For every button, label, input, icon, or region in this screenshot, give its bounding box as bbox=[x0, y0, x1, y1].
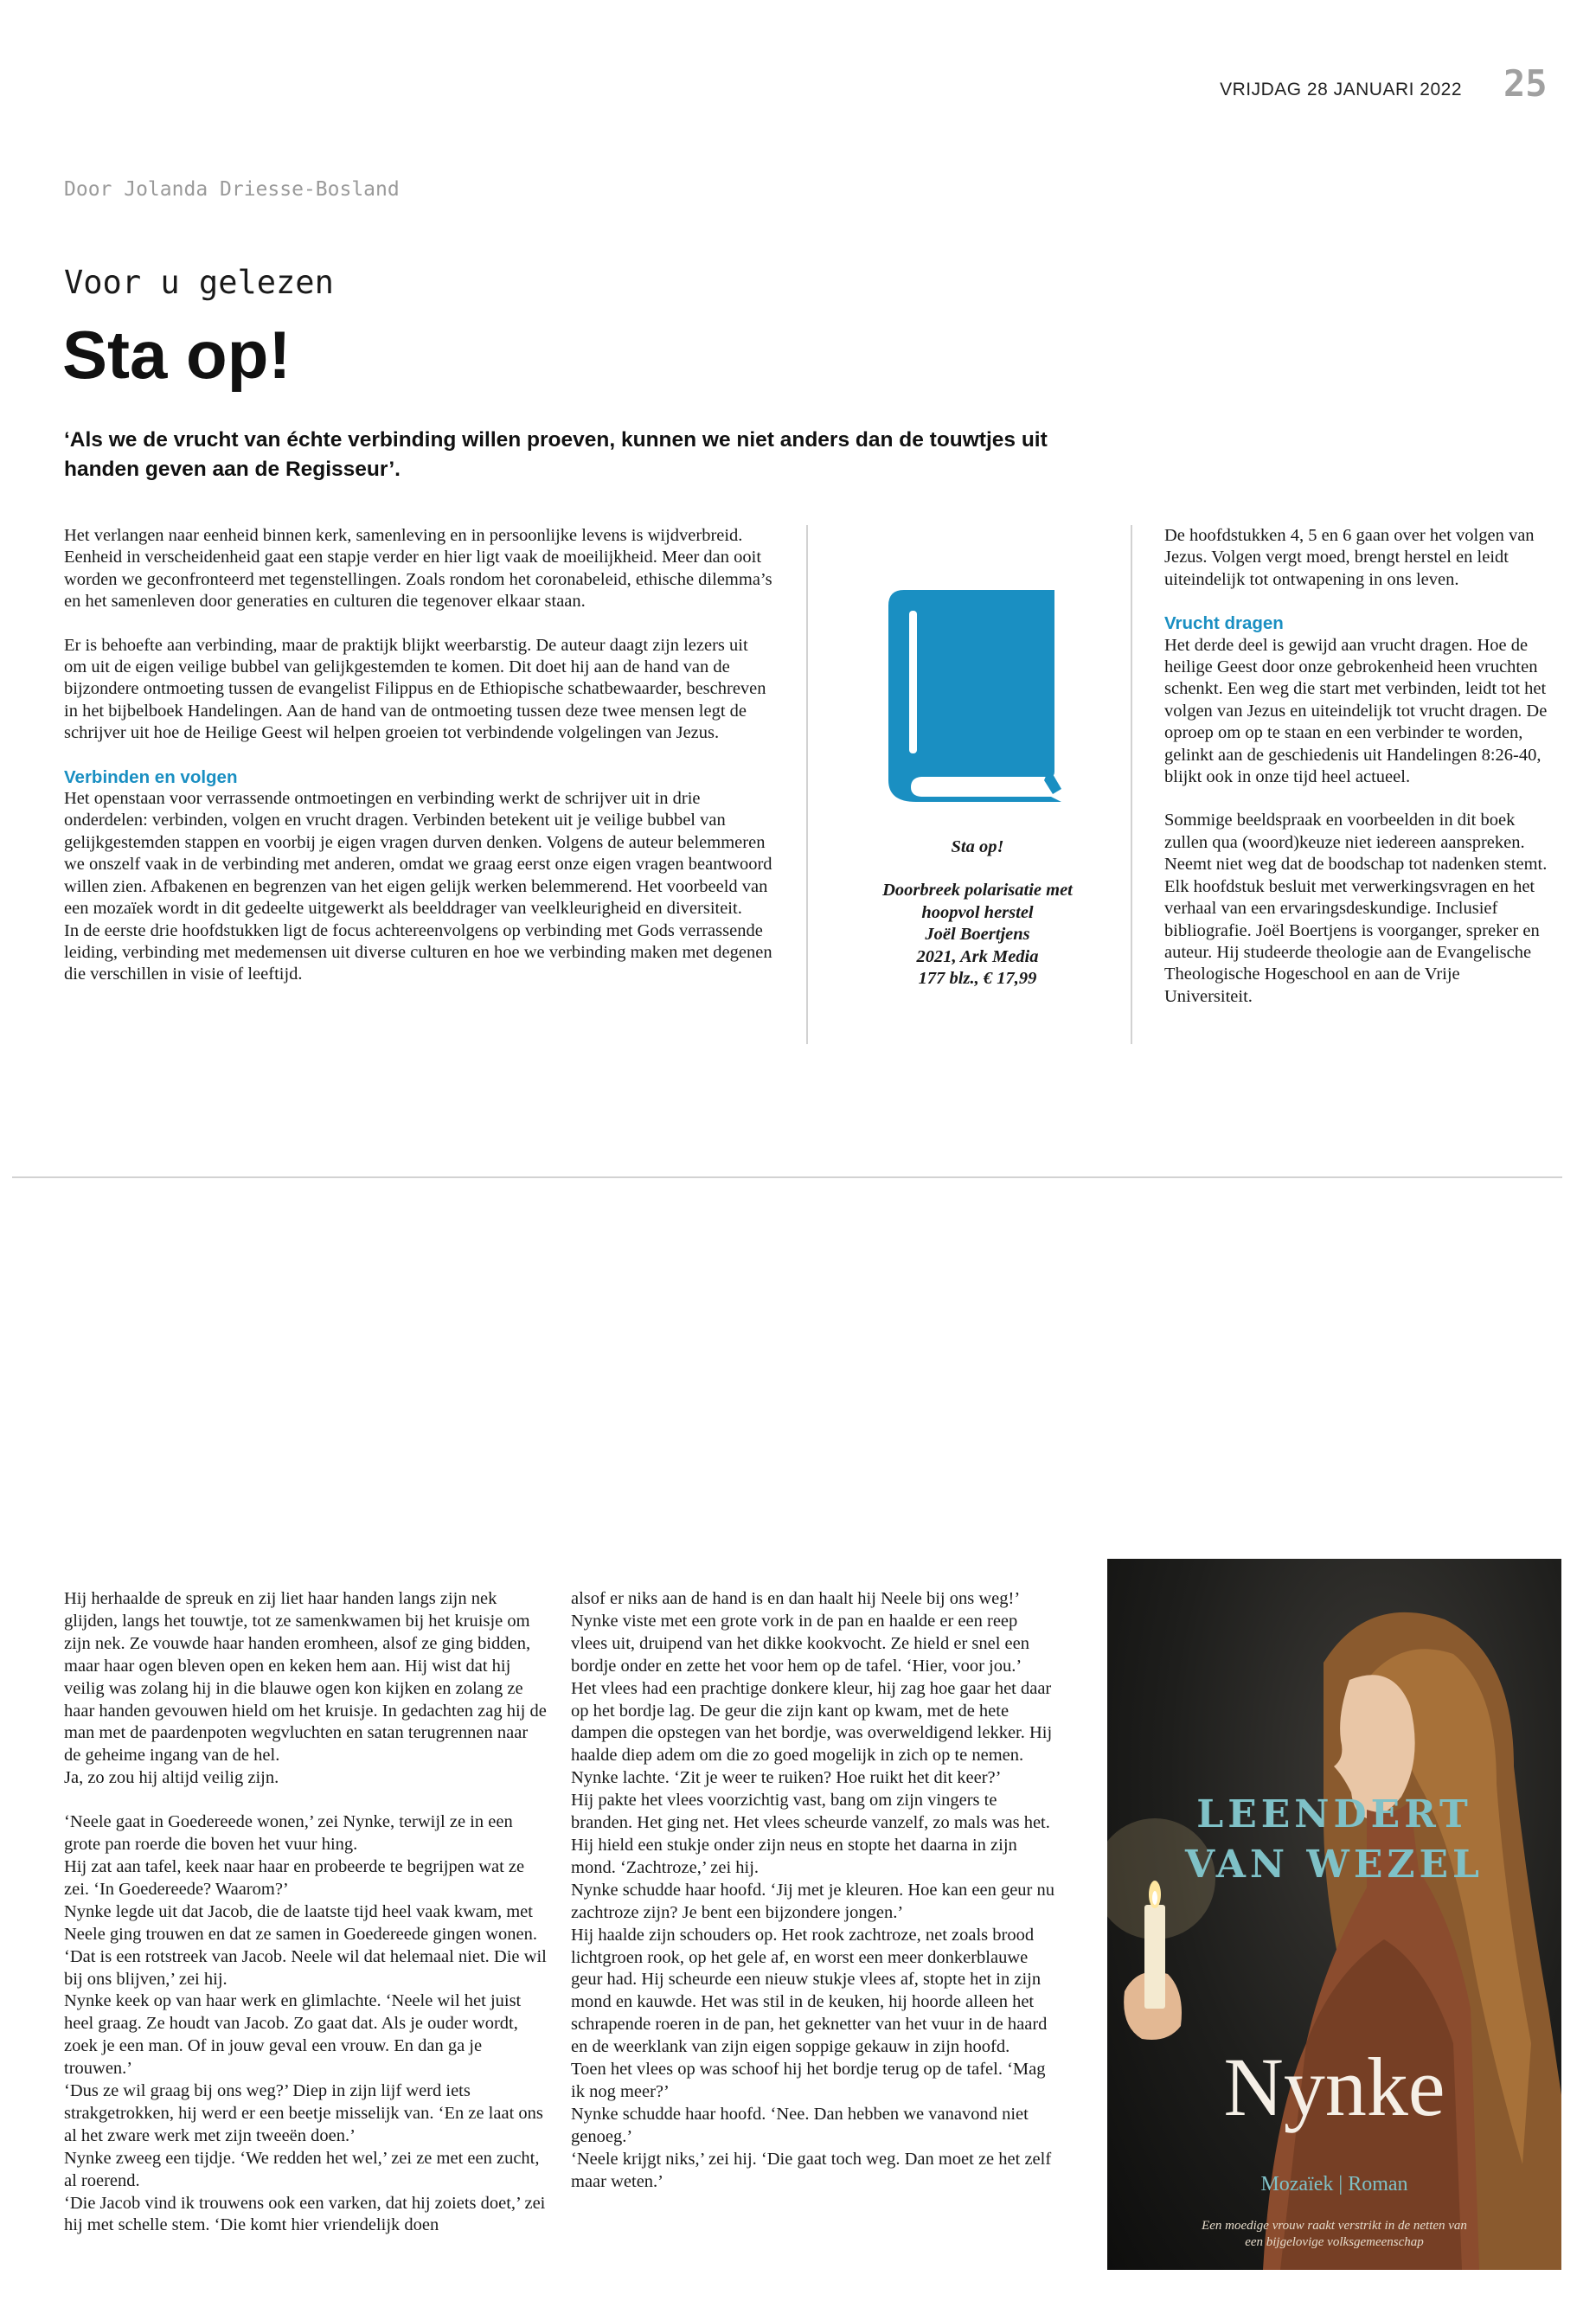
subheading-verbinden-en-volgen: Verbinden en volgen bbox=[64, 766, 238, 787]
cover-illustration bbox=[1107, 1559, 1561, 2270]
cover-genre: Mozaïek | Roman bbox=[1260, 2173, 1408, 2195]
paragraph: Nynke legde uit dat Jacob, die de laatste tijd heel vaak kwam, met Neele ging trouwen en dat ze samen in Goedereede gingen wonen. bbox=[64, 1901, 538, 1944]
paragraph: Het openstaan voor verrassende ontmoetingen en verbinding werkt de schrijver uit in drie onderdelen: verbinden, volgen en vrucht dragen. Verbinden betekent uit je veilige bubbel van gelijkgestemden stappen en voorbij je eigen vragen durven denken. Volgens de auteur belemmeren we onszelf vaak in de verbinding met anderen, omdat we graag eerst onze eigen vragen beantwoord willen zien. Afbakenen en begrenzen van het eigen gelijk werken belemmerend. Het voorbeeld van een mozaïek wordt in dit gedeelte uitgewerkt als beelddrager van veelkleurigheid en diversiteit. bbox=[64, 789, 772, 919]
cover-author-line: VAN WEZEL bbox=[1185, 1843, 1484, 1887]
paragraph: Sommige beeldspraak en voorbeelden in dit boek zullen qua (woord)keuze niet iedereen aanspreken. Neemt niet weg dat de boodschap tot nadenken stemt. bbox=[1164, 811, 1548, 875]
book-price: 177 blz., € 17,99 bbox=[918, 969, 1037, 989]
novel-excerpt-column-1 bbox=[64, 1588, 548, 2237]
paragraph: De hoofdstukken 4, 5 en 6 gaan over het volgen van Jezus. Volgen vergt moed, brengt herstel en leidt uiteindelijk tot ontwapening in ons leven. bbox=[1164, 526, 1535, 589]
review-column-3 bbox=[1164, 525, 1549, 1008]
cover-tagline-line: Een moedige vrouw raakt verstrikt in de netten van bbox=[1202, 2219, 1467, 2233]
paragraph: ‘Die Jacob vind ik trouwens ook een varken, dat hij zoiets doet,’ zei hij met schelle stem. ‘Die komt hier vriendelijk doen bbox=[64, 2193, 546, 2235]
novel-excerpt-column-2 bbox=[571, 1588, 1055, 2193]
paragraph: Hij haalde zijn schouders op. Het rook zachtroze, net zoals brood lichtgroen rook, op het gele af, en worst een meer donkerblauwe geur had. Hij scheurde een nieuw stukje vlees af, stopte het in zijn mond en kauwde. Het was stil in de keuken, hij hoorde alleen het schrapende roeren in de pan, het geknetter van het vuur in de haard en de weerklank van zijn eigen soppige gekauw in zijn hoofd. bbox=[571, 1925, 1048, 2057]
cover-tagline bbox=[1151, 2218, 1518, 2251]
paragraph: ‘Dat is een rotstreek van Jacob. Neele wil dat helemaal niet. Die wil bij ons blijven,’ zei hij. bbox=[64, 1946, 547, 1989]
lead-paragraph: ‘Als we de vrucht van échte verbinding willen proeven, kunnen we niet anders dan de touwtjes uit handen geven aan de Regisseur’. bbox=[64, 428, 1048, 481]
book-icon bbox=[888, 590, 1061, 802]
paragraph: alsof er niks aan de hand is en dan haalt hij Neele bij ons weg!’ bbox=[571, 1589, 1021, 1608]
paragraph: Nynke viste met een grote vork in de pan en haalde er een reep vlees uit, druipend van het dikke kookvocht. Ze hield er snel een bordje onder en zette het voor hem op de tafel. ‘Hier, voor jou.’ bbox=[571, 1611, 1029, 1676]
cover-title: Nynke bbox=[1223, 2041, 1445, 2133]
section-kicker: Voor u gelezen bbox=[64, 264, 334, 301]
paragraph: Hij pakte het vlees voorzichtig vast, bang om zijn vingers te branden. Het ging net. Het vlees scheurde vanzelf, zo mals was het. Hij hield een stukje onder zijn neus en stopte het daarna in zijn mond. ‘Zachtroze,’ zei hij. bbox=[571, 1791, 1050, 1877]
book-title: Sta op! bbox=[951, 837, 1004, 856]
paragraph: ‘Dus ze wil graag bij ons weg?’ Diep in zijn lijf werd iets strakgetrokken, hij werd er een beetje misselijk van. ‘En ze laat ons al het zware werk met zijn tweeën doen.’ bbox=[64, 2081, 543, 2145]
column-divider bbox=[806, 525, 808, 1044]
paragraph: Het verlangen naar eenheid binnen kerk, samenleving en in persoonlijke levens is wijdverbreid. Eenheid in verscheidenheid gaat een stapje verder en hier ligt vaak de moeilijkheid. Meer dan ooit worden we geconfronteerd met tegenstellingen. Zoals rondom het coronabeleid, ethische dilemma’s en het samenleven door generaties en culturen die tegenover elkaar staan. bbox=[64, 526, 772, 612]
headline: Sta op! bbox=[62, 317, 292, 393]
cover-author-line: LEENDERT bbox=[1196, 1792, 1472, 1836]
paragraph: In de eerste drie hoofdstukken ligt de focus achtereenvolgens op verbinding met Gods verrassende leiding, verbinding met medemensen uit diverse culturen en hoe we verbinding maken met degenen die verschillen in visie of leeftijd. bbox=[64, 920, 772, 984]
paragraph: Nynke schudde haar hoofd. ‘Jij met je kleuren. Hoe kan een geur nu zachtroze zijn? Je bent een bijzondere jongen.’ bbox=[571, 1880, 1055, 1922]
paragraph: Hij zat aan tafel, keek naar haar en probeerde te begrijpen wat ze zei. ‘In Goedereede? Waarom?’ bbox=[64, 1856, 525, 1899]
section-divider bbox=[12, 1176, 1562, 1178]
issue-date: VRIJDAG 28 JANUARI 2022 bbox=[1220, 80, 1462, 99]
paragraph: Nynke zweeg een tijdje. ‘We redden het wel,’ zei ze met een zucht, al roerend. bbox=[64, 2148, 540, 2190]
paragraph: Het vlees had een prachtige donkere kleur, hij zag hoe gaar het daar op het bordje lag. De geur die zijn kant op kwam, met de hete dampen die opstegen van het bordje, was overweldigend lekker. Hij haalde diep adem om die zo goed mogelijk in zich op te nemen. bbox=[571, 1678, 1053, 1766]
paragraph: Ja, zo zou hij altijd veilig zijn. bbox=[64, 1768, 279, 1788]
paragraph: Elk hoofdstuk besluit met verwerkingsvragen en het verhaal van een ervaringsdeskundige. Inclusief bibliografie. Joël Boertjens is voorganger, spreker en auteur. Hij studeerde theologie aan de Evangelische Theologische Hogeschool en aan de Vrije Universiteit. bbox=[1164, 876, 1540, 1006]
paragraph: Nynke schudde haar hoofd. ‘Nee. Dan hebben we vanavond niet genoeg.’ bbox=[571, 2104, 1029, 2146]
cover-tagline-line: een bijgelovige volksgemeenschap bbox=[1245, 2235, 1424, 2249]
book-subtitle: hoopvol herstel bbox=[921, 902, 1034, 922]
paragraph: ‘Neele krijgt niks,’ zei hij. ‘Die gaat toch weg. Dan moet ze het zelf maar weten.’ bbox=[571, 2149, 1052, 2191]
paragraph: Er is behoefte aan verbinding, maar de praktijk blijkt weerbarstig. De auteur daagt zijn lezers uit om uit de eigen veilige bubbel van gelijkgestemden te komen. Dit doet hij aan de hand van de bijzondere ontmoeting tussen de evangelist Filippus en de Ethiopische schatbewaarder, beschreven in het bijbelboek Handelingen. Aan de hand van de ontmoeting tussen deze twee mensen legt de schrijver uit hoe de Heilige Geest wil helpen groeien tot verbindende volgelingen van Jezus. bbox=[64, 635, 766, 743]
paragraph: Hij herhaalde de spreuk en zij liet haar handen langs zijn nek glijden, langs het touwtje, tot ze samenkwamen bij het kruisje om zijn nek. Ze vouwde haar handen eromheen, alsof ze ging bidden, maar haar ogen bleven open en keken hem aan. Hij wist dat hij veilig was zolang hij in die blauwe ogen kon kijken en zolang ze haar handen gevouwen hield om het kruisje. In gedachten zag hij de man met de paardenpoten wegvluchten en satan terugrennen naar de geheime ingang van de hel. bbox=[64, 1589, 547, 1766]
paragraph: Nynke lachte. ‘Zit je weer te ruiken? Hoe ruikt het dit keer?’ bbox=[571, 1768, 1002, 1788]
book-cover-nynke bbox=[1107, 1559, 1561, 2270]
byline: Door Jolanda Driesse-Bosland bbox=[64, 178, 400, 201]
book-author: Joël Boertjens bbox=[925, 925, 1030, 945]
book-info bbox=[830, 836, 1125, 990]
page-number: 25 bbox=[1503, 62, 1548, 105]
book-subtitle: Doorbreek polarisatie met bbox=[882, 881, 1073, 901]
subheading-vrucht-dragen: Vrucht dragen bbox=[1164, 613, 1284, 634]
paragraph: Toen het vlees op was schoof hij het bordje terug op de tafel. ‘Mag ik nog meer?’ bbox=[571, 2060, 1046, 2101]
book-publisher: 2021, Ark Media bbox=[916, 946, 1039, 966]
column-divider bbox=[1131, 525, 1132, 1044]
review-column-1 bbox=[64, 525, 773, 986]
paragraph: Het derde deel is gewijd aan vrucht dragen. Hoe de heilige Geest door onze gebrokenheid heen vruchten schenkt. Een weg die start met verbinden, leidt tot het volgen van Jezus en uiteindelijk tot vrucht dragen. De oproep om op te staan en een verbinder te worden, gelinkt aan de geschiedenis uit Handelingen 8:26-40, blijkt ook in onze tijd heel actueel. bbox=[1164, 635, 1548, 787]
paragraph: Nynke keek op van haar werk en glimlachte. ‘Neele wil het juist heel graag. Ze houdt van Jacob. Zo gaat dat. Als je ouder wordt, zoek je een man. Of in jouw geval een vrouw. En dan ga je trouwen.’ bbox=[64, 1991, 522, 2079]
paragraph: ‘Neele gaat in Goedereede wonen,’ zei Nynke, terwijl ze in een grote pan roerde die boven het vuur hing. bbox=[64, 1812, 513, 1855]
